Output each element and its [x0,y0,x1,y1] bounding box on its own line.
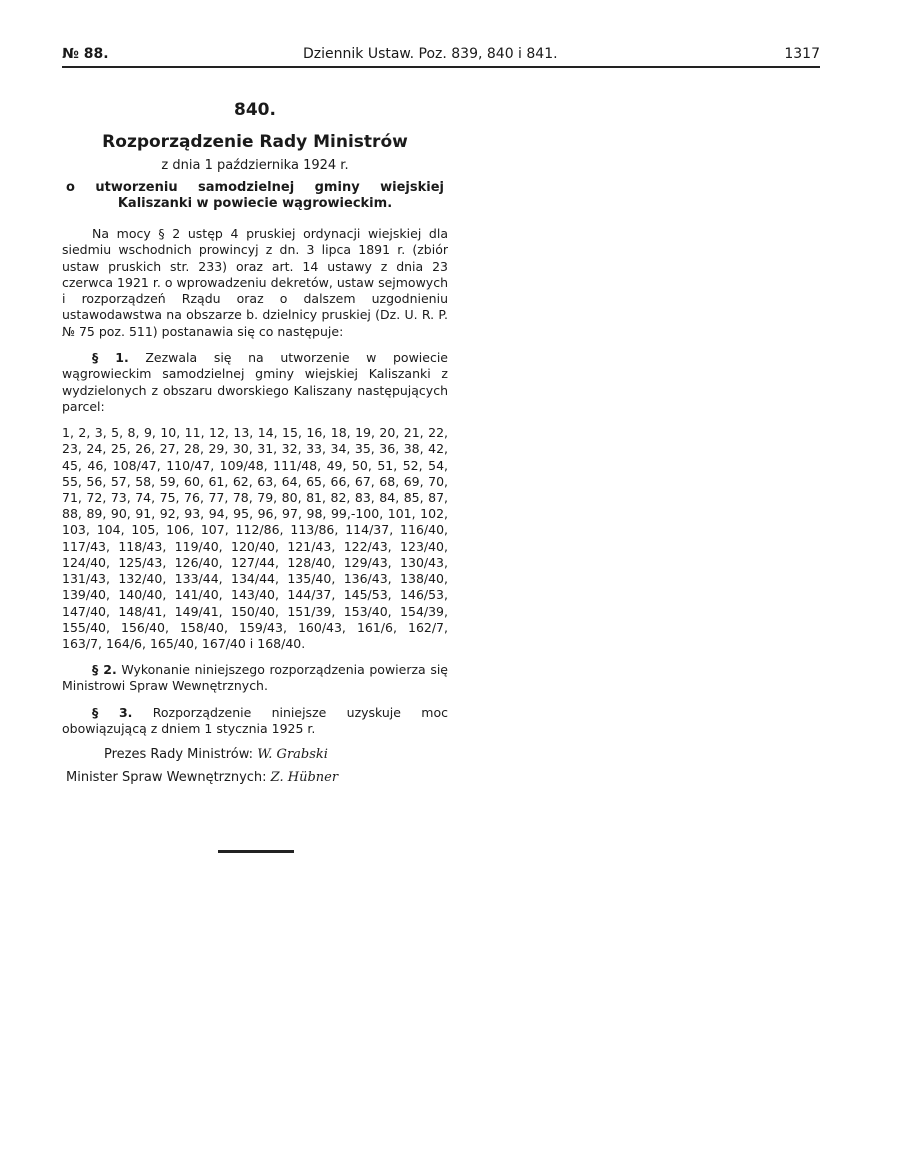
page-header [62,44,820,66]
section-3-label: § 3. [92,704,133,720]
article-column [62,100,448,793]
parcel-list: 1, 2, 3, 5, 8, 9, 10, 11, 12, 13, 14, 15, 16, 18, 19, 20, 21, 22, 23, 24, 25, 26, 27, 28, 29, 30, 31, 32, 33, 34, 35, 36, 38, 42, 45, 46, 108/47, 110/47, 109/48, 111/48, 49, 50, 51, 52, 54, 55, 56, 57, 58, 59, 60, 61, 62, 63, 64, 65, 66, 67, 68, 69, 70, 71, 72, 73, 74, 75, 76, 77, 78, 79, 80, 81, 82, 83, 84, 85, 87, 88, 89, 90, 91, 92, 93, 94, 95, 96, 97, 98, 99,-100, 101, 102, 103, 104, 105, 106, 107, 112/86, 113/86, 114/37, 116/40, 117/43, 118/43, 119/40, 120/40, 121/43, 122/43, 123/40, 124/40, 125/43, 126/40, 127/44, 128/40, 129/43, 130/43, 131/43, 132/40, 133/44, 134/44, 135/40, 136/43, 138/40, 139/40, 140/40, 141/40, 143/40, 144/37, 145/53, 146/53, 147/40, 148/41, 149/41, 150/40, 151/39, 153/40, 154/39, 155/40, 156/40, 158/40, 159/43, 160/43, 161/6, 162/7, 163/7, 164/6, 165/40, 167/40 i 168/40. [62,425,448,651]
signature-1-name: W. Grabski [257,747,328,763]
signature-1-role: Prezes Rady Ministrów: [104,747,254,763]
signature-2-name: Z. Hübner [270,770,339,786]
signature-2-role: Minister Spraw Wewnętrznych: [66,770,267,786]
header-rule [62,66,820,68]
section-3 [62,705,448,738]
section-2-label: § 2. [92,662,117,678]
article-subject: o utworzeniu samodzielnej gminy wiejskiej Kaliszanki w powiecie wągrowieckim. [66,180,444,211]
section-1-text: Zezwala się na utworzenie w powiecie wągrowieckim samodzielnej gminy wiejskiej Kaliszanki z wydzielonych z obszaru dworskiego Kaliszany następujących parcel: [62,350,448,414]
preamble: Na mocy § 2 ustęp 4 pruskiej ordynacji wiejskiej dla siedmiu wschodnich prowincyj z dn. 3 lipca 1891 r. (zbiór ustaw pruskich str. 233) oraz art. 14 ustawy z dnia 23 czerwca 1921 r. o wprowadzeniu dekretów, ustaw sejmowych i rozporządzeń Rządu oraz o dalszem uzgodnieniu ustawodawstwa na obszarze b. dzielnicy pruskiej (Dz. U. R. P. № 75 poz. 511) postanawia się co następuje: [62,226,448,339]
end-rule [218,850,294,853]
running-title: Dziennik Ustaw. Poz. 839, 840 i 841. [303,46,558,62]
article-number: 840. [234,100,276,120]
section-2-text: Wykonanie niniejszego rozporządzenia powierza się Ministrowi Spraw Wewnętrznych. [62,662,448,694]
signature-interior-minister [62,770,448,785]
article-date: z dnia 1 października 1924 r. [161,158,349,173]
issue-number: № 88. [62,46,109,62]
section-1 [62,350,448,415]
signature-prime-minister [62,747,448,762]
page-number: 1317 [784,46,820,62]
section-2 [62,662,448,695]
section-1-label: § 1. [92,350,129,366]
section-3-text: Rozporządzenie niniejsze uzyskuje moc obowiązującą z dniem 1 stycznia 1925 r. [62,704,448,736]
article-title: Rozporządzenie Rady Ministrów [102,132,408,152]
